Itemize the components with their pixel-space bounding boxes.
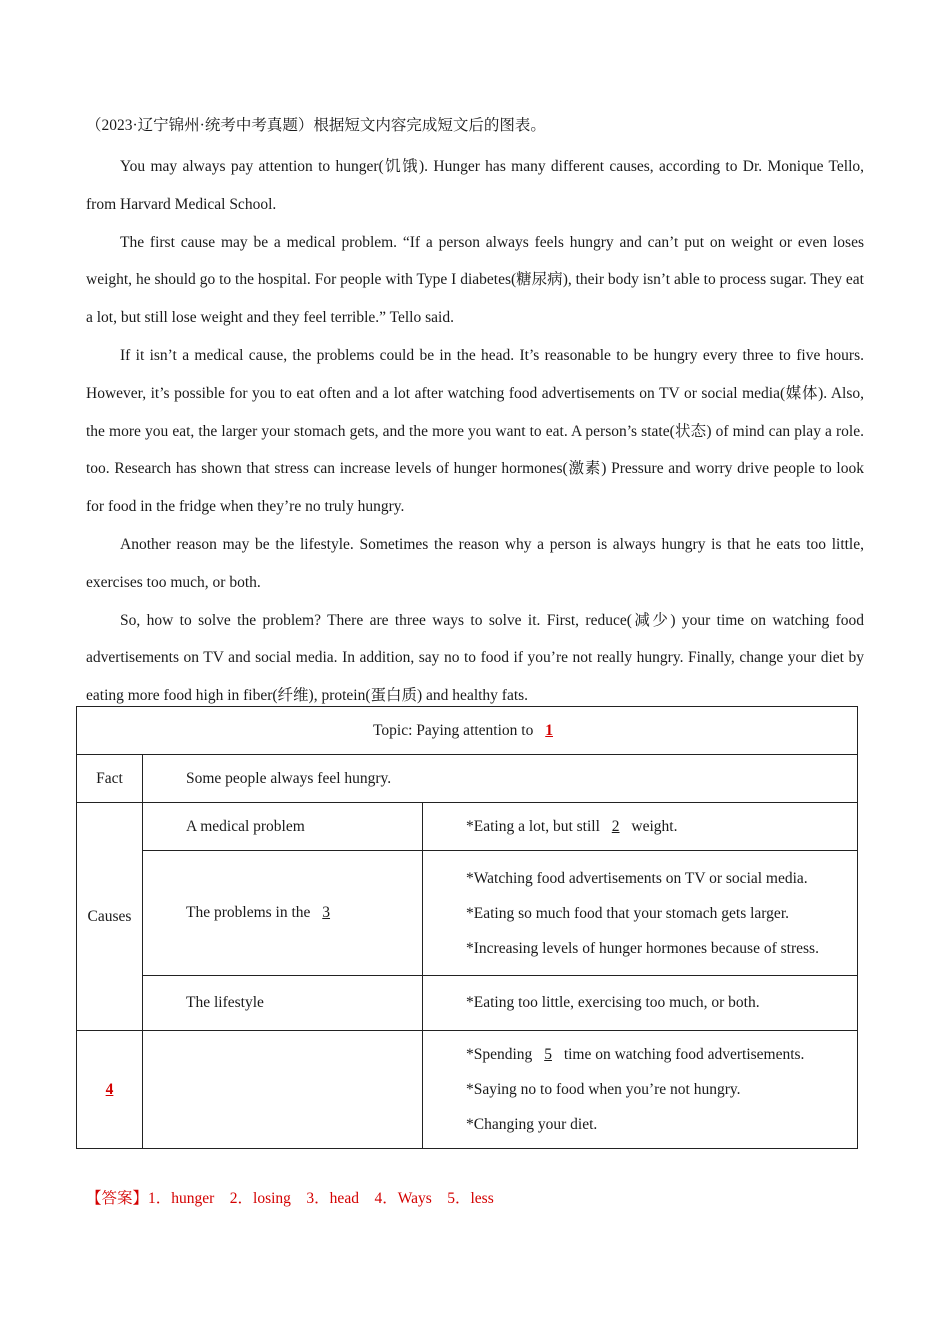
medical-detail xyxy=(423,803,858,851)
paragraph-1: You may always pay attention to hunger(饥饿). Hunger has many different causes, according to Dr. Monique Tello, from Harvard Medical School. xyxy=(86,158,864,213)
summary-table xyxy=(76,706,858,1149)
causes-label-cell xyxy=(77,803,143,1031)
medical-detail-prefix: *Eating a lot, but still xyxy=(466,817,600,835)
paragraph-3: If it isn’t a medical cause, the problems could be in the head. It’s reasonable to be hungry every three to five hours. However, it’s possible for you to eat often and a lot after watching food advertisements on TV or social media(媒体). Also, the more you eat, the larger your stomach gets, and the more you want to eat. A person’s state(状态) of mind can play a role. too. Research has shown that stress can increase levels of hunger hormones(激素) Pressure and worry drive people to look for food in the fridge when they’re no truly hungry. xyxy=(86,346,864,516)
ways-detail-1 xyxy=(466,1037,857,1072)
topic-prefix: Topic: Paying attention to xyxy=(373,721,534,739)
ways-row xyxy=(77,1031,858,1149)
head-label-prefix: The problems in the xyxy=(186,904,311,921)
causes-label: Causes xyxy=(87,907,132,925)
ways-details xyxy=(423,1031,858,1149)
paragraph-5: So, how to solve the problem? There are three ways to solve it. First, reduce(减少) your time on watching food advertisements on TV and social media. In addition, say no to food if you’re not really hungry. Finally, change your diet by eating more food high in fiber(纤维), protein(蛋白质) and healthy fats. xyxy=(86,611,864,705)
blank-3: 3 xyxy=(322,904,331,921)
ways-detail-2: *Saying no to food when you’re not hungry. xyxy=(466,1081,741,1098)
head-detail-2: *Eating so much food that your stomach gets larger. xyxy=(466,904,789,922)
ways-label-cell xyxy=(77,1031,143,1149)
ways-detail-3: *Changing your diet. xyxy=(466,1116,598,1133)
answer-line: 【答案】1．hunger 2．losing 3．head 4．Ways 5．less xyxy=(86,1190,494,1207)
blank-4: 4 xyxy=(105,1080,114,1098)
ways-empty-cell xyxy=(143,1031,423,1149)
fact-row xyxy=(77,755,858,803)
head-details xyxy=(423,851,858,976)
fact-text: Some people always feel hungry. xyxy=(143,755,858,803)
blank-1: 1 xyxy=(545,721,553,739)
medical-row xyxy=(77,803,858,851)
lifestyle-label: The lifestyle xyxy=(143,976,423,1031)
passage xyxy=(86,112,864,715)
ways-detail-1-suffix: time on watching food advertisements. xyxy=(563,1046,805,1063)
blank-2: 2 xyxy=(611,817,620,835)
head-label xyxy=(143,851,423,976)
source-line: （2023·辽宁锦州·统考中考真题）根据短文内容完成短文后的图表。 xyxy=(86,117,546,134)
medical-detail-suffix: weight. xyxy=(631,817,678,835)
paragraph-2: The first cause may be a medical problem. “If a person always feels hungry and can’t put on weight or even loses weight, he should go to the hospital. For people with Type I diabetes(糖尿病), their body isn’t able to process sugar. They eat a lot, but still lose weight and they feel terrible.” Tello said. xyxy=(86,233,864,327)
ways-detail-1-prefix: *Spending xyxy=(466,1046,533,1063)
fact-label: Fact xyxy=(77,755,143,803)
blank-5: 5 xyxy=(544,1046,552,1063)
paragraph-4: Another reason may be the lifestyle. Sometimes the reason why a person is always hungry is that he eats too little, exercises too much, or both. xyxy=(86,535,864,591)
head-detail-3: *Increasing levels of hunger hormones because of stress. xyxy=(466,939,819,957)
topic-cell xyxy=(77,707,858,755)
head-detail-1: *Watching food advertisements on TV or social media. xyxy=(466,869,808,887)
medical-label: A medical problem xyxy=(143,803,423,851)
topic-row xyxy=(77,707,858,755)
lifestyle-row xyxy=(77,976,858,1031)
head-row xyxy=(77,851,858,976)
lifestyle-detail: *Eating too little, exercising too much, or both. xyxy=(423,976,858,1031)
